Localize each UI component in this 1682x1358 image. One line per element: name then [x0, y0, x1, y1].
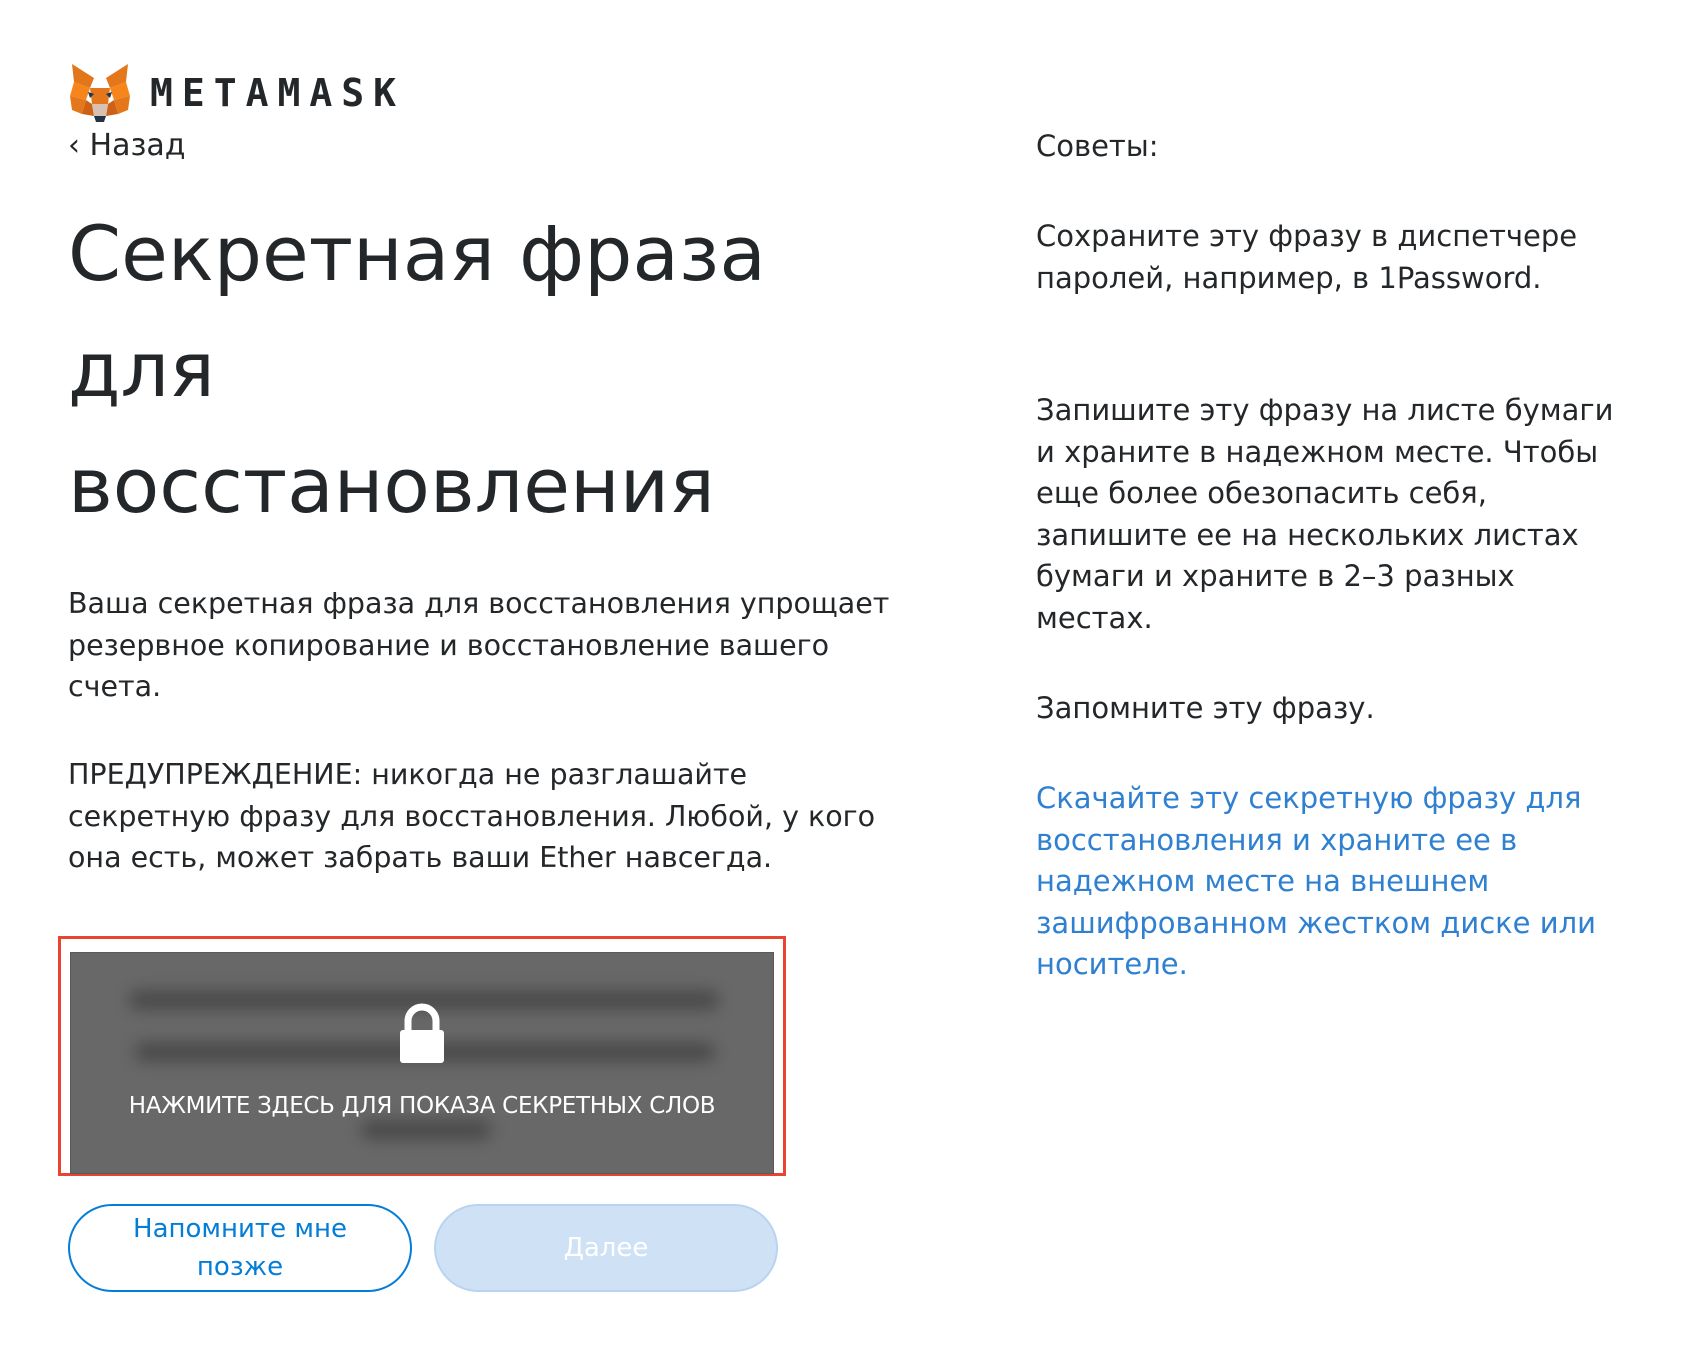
- description-text: Ваша секретная фраза для восстановления упрощает резервное копирование и восстановление вашего счета.: [68, 587, 890, 703]
- tip-item: Запишите эту фразу на листе бумаги и храните в надежном месте. Чтобы еще более обезопасить себя, запишите ее на нескольких листах бумаги и храните в 2–3 разных местах.: [1036, 393, 1614, 635]
- tips-title: Советы:: [1036, 129, 1159, 163]
- next-button[interactable]: Далее: [434, 1204, 778, 1292]
- blurred-words: [361, 1121, 491, 1139]
- warning-text: ПРЕДУПРЕЖДЕНИЕ: никогда не разглашайте секретную фразу для восстановления. Любой, у кого она есть, может забрать ваши Ether навсегда.: [68, 758, 876, 874]
- tip-item: Запомните эту фразу.: [1036, 691, 1375, 725]
- metamask-fox-icon: [68, 64, 132, 122]
- back-link[interactable]: ‹ Назад: [68, 128, 186, 163]
- download-phrase-link[interactable]: Скачайте эту секретную фразу для восстановления и храните ее в надежном месте на внешнем зашифрованном жестком диске или носителе.: [1036, 781, 1596, 981]
- lock-icon: [396, 1003, 448, 1065]
- metamask-logo: [68, 64, 405, 122]
- tip-item: Сохраните эту фразу в диспетчере паролей, например, в 1Password.: [1036, 219, 1578, 295]
- page-title: Секретная фраза для восстановления: [68, 209, 766, 530]
- remind-later-button[interactable]: Напомните мне позже: [68, 1204, 412, 1292]
- reveal-secret-words-button[interactable]: [70, 952, 774, 1174]
- metamask-wordmark: METAMASK: [150, 71, 406, 115]
- reveal-label: НАЖМИТЕ ЗДЕСЬ ДЛЯ ПОКАЗА СЕКРЕТНЫХ СЛОВ: [128, 1093, 716, 1119]
